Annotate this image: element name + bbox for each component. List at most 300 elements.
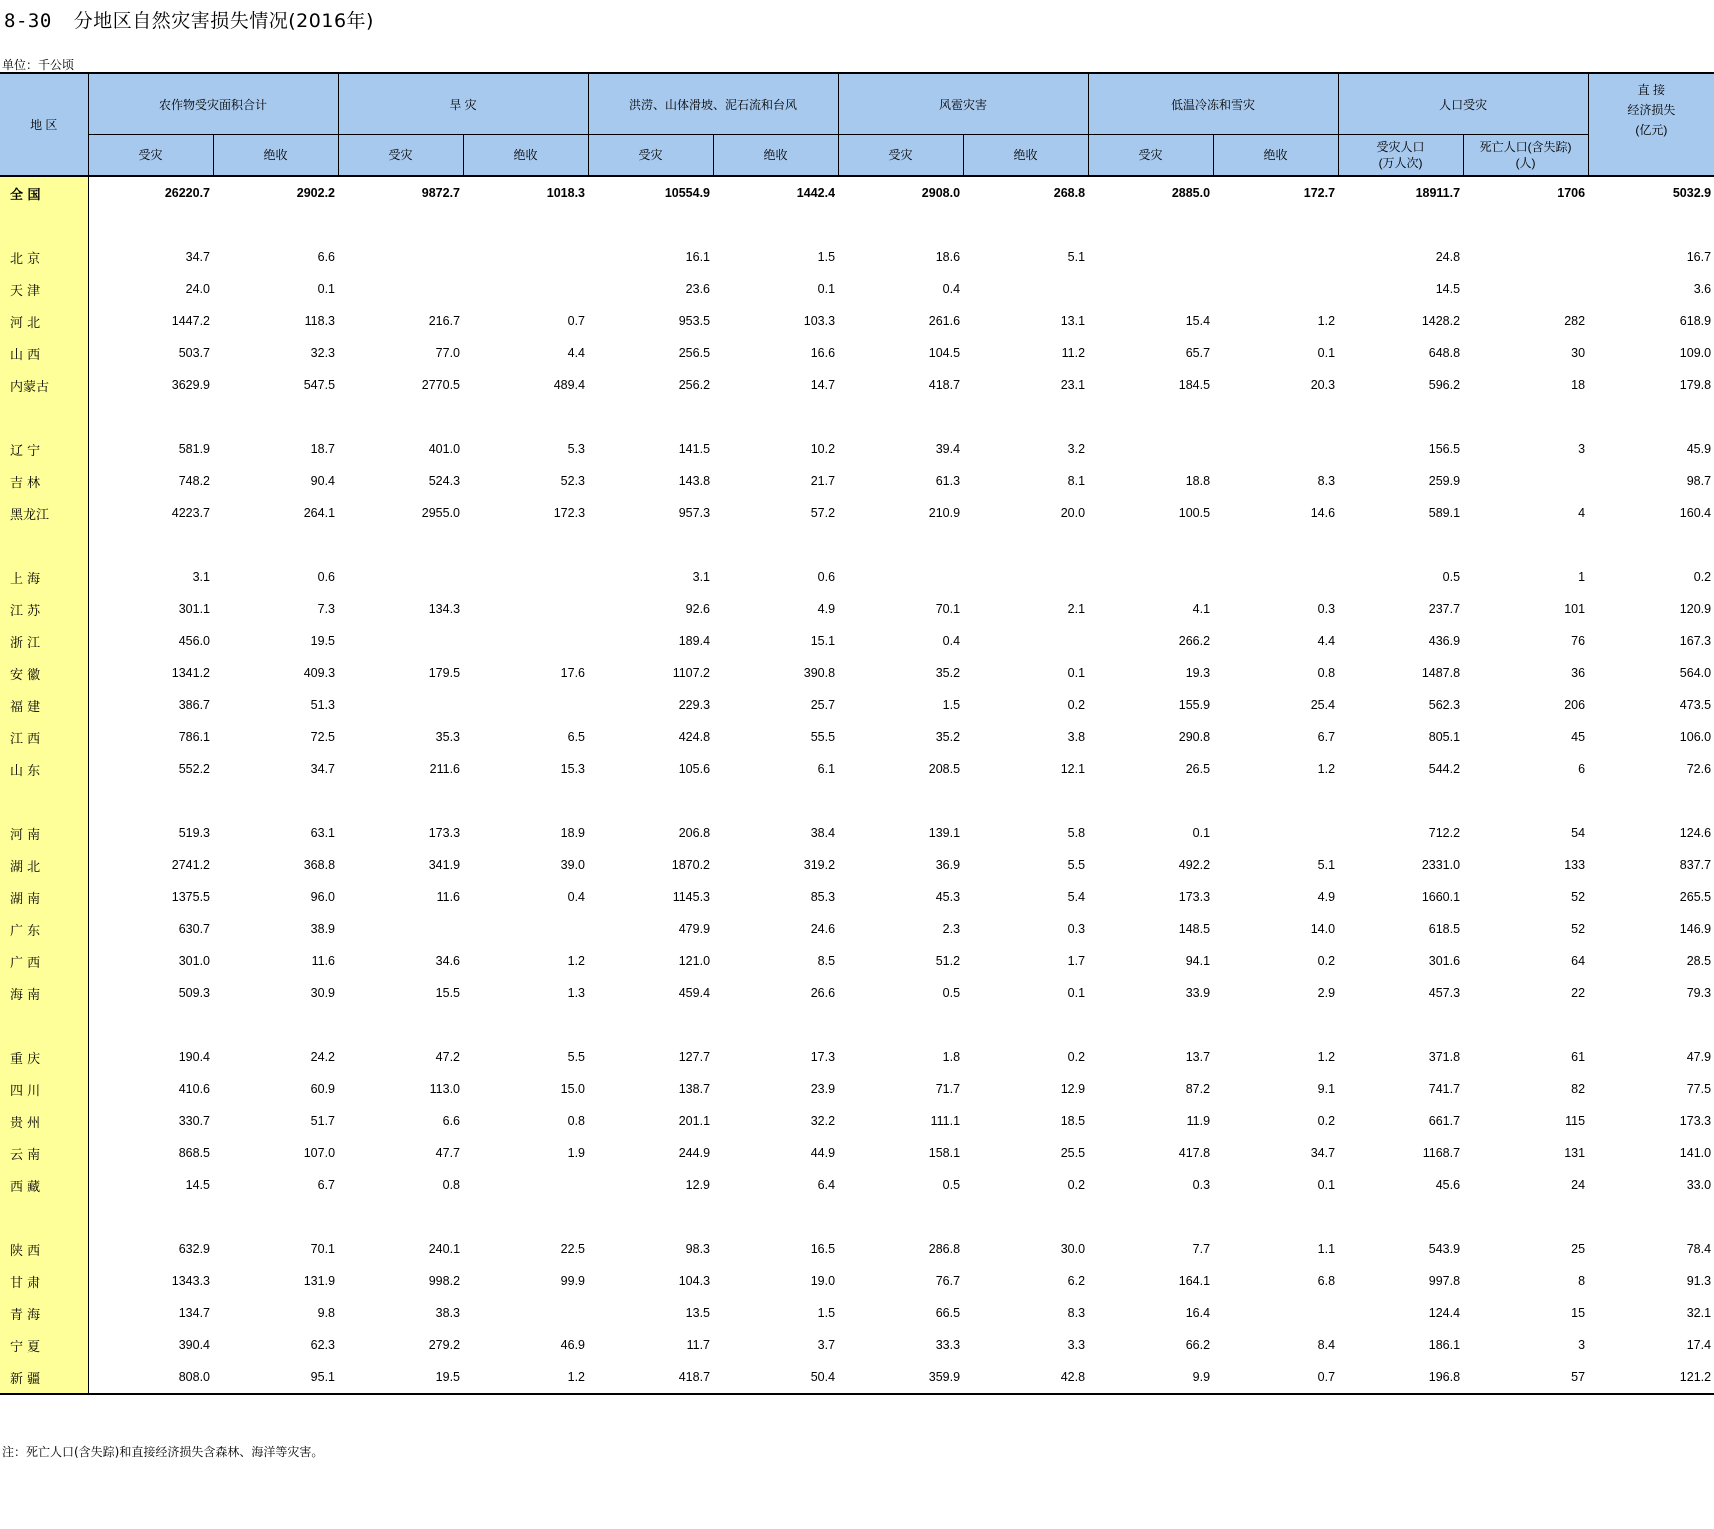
- table-row: [0, 881, 1714, 913]
- data-cell: 91.3: [1686, 1274, 1712, 1288]
- region-name: 全 国: [0, 176, 88, 209]
- data-cell: 3.7: [817, 1338, 836, 1352]
- data-cell: 104.5: [928, 346, 961, 360]
- data-cell: 0.2: [1317, 1114, 1336, 1128]
- data-cell: 115: [1565, 1114, 1586, 1128]
- data-cell: [1213, 241, 1338, 273]
- data-cell: 11.6: [436, 890, 461, 904]
- region-name: 上 海: [0, 561, 88, 593]
- data-cell: 164.1: [1178, 1274, 1211, 1288]
- data-cell: 1145.3: [672, 890, 711, 904]
- data-cell: 25.4: [1310, 698, 1336, 712]
- data-cell: [463, 1169, 588, 1201]
- data-cell: 286.8: [928, 1242, 961, 1256]
- table-row: [0, 497, 1714, 529]
- table-row: [0, 625, 1714, 657]
- data-cell: 196.8: [1338, 1361, 1463, 1394]
- data-cell: 6.6: [442, 1114, 461, 1128]
- table-row: [0, 369, 1714, 401]
- region-name: 陕 西: [0, 1233, 88, 1265]
- data-cell: 0.1: [317, 282, 336, 296]
- region-name: 湖 南: [0, 881, 88, 913]
- data-cell: 3: [1578, 442, 1586, 456]
- sub-header-lost: 绝收: [713, 135, 838, 177]
- data-cell: 90.4: [310, 474, 336, 488]
- data-cell: [1088, 561, 1213, 593]
- data-cell: [338, 625, 463, 657]
- data-cell: 9.9: [1088, 1361, 1213, 1394]
- data-cell: 4.4: [1317, 634, 1336, 648]
- data-cell: 0.2: [1067, 1050, 1086, 1064]
- data-cell: 6.2: [1067, 1274, 1086, 1288]
- region-name: 吉 林: [0, 465, 88, 497]
- data-cell: 8.1: [1067, 474, 1086, 488]
- unit-label: 单位：千公顷: [2, 58, 75, 72]
- region-name: 北 京: [0, 241, 88, 273]
- data-cell: 131: [1564, 1146, 1586, 1160]
- data-cell: 13.5: [685, 1306, 711, 1320]
- data-cell: 630.7: [178, 922, 210, 936]
- region-name: 山 西: [0, 337, 88, 369]
- data-cell: 96.0: [310, 890, 336, 904]
- data-cell: 30.0: [1060, 1242, 1086, 1256]
- data-cell: 23.9: [810, 1082, 836, 1096]
- table-row: [0, 337, 1714, 369]
- data-cell: 1341.2: [171, 666, 210, 680]
- data-cell: [963, 561, 1088, 593]
- data-cell: 18.9: [560, 826, 586, 840]
- data-cell: 1168.7: [1422, 1146, 1461, 1160]
- data-cell: 519.3: [178, 826, 210, 840]
- data-cell: 0.2: [1067, 698, 1086, 712]
- disaster-loss-table: [0, 72, 1714, 1395]
- data-cell: 1.2: [567, 954, 586, 968]
- data-cell: 6.6: [317, 250, 336, 264]
- data-cell: 9.8: [317, 1306, 336, 1320]
- data-cell: 26220.7: [164, 186, 210, 200]
- data-cell: 172.3: [553, 506, 586, 520]
- data-cell: 173.3: [428, 826, 461, 840]
- data-cell: 77.5: [1686, 1082, 1712, 1096]
- data-cell: 3629.9: [171, 378, 210, 392]
- data-cell: 953.5: [678, 314, 711, 328]
- data-cell: 18: [1571, 378, 1586, 392]
- data-cell: 60.9: [310, 1082, 336, 1096]
- data-cell: 268.8: [1053, 186, 1086, 200]
- data-cell: 16.4: [1185, 1306, 1211, 1320]
- header-direct-loss-line3: (亿元): [1635, 123, 1668, 137]
- data-cell: 14.5: [1435, 282, 1461, 296]
- data-cell: 0.5: [942, 986, 961, 1000]
- data-cell: 70.1: [310, 1242, 336, 1256]
- data-cell: 121.2: [1588, 1361, 1714, 1394]
- data-cell: 8.4: [1317, 1338, 1336, 1352]
- data-cell: 45.3: [935, 890, 961, 904]
- region-name: 黑龙江: [0, 497, 88, 529]
- data-cell: 503.7: [178, 346, 210, 360]
- data-cell: 156.5: [1428, 442, 1461, 456]
- data-cell: 28.5: [1686, 954, 1712, 968]
- data-cell: 216.7: [428, 314, 461, 328]
- data-cell: 386.7: [178, 698, 210, 712]
- data-cell: 837.7: [1679, 858, 1712, 872]
- sub-header-lost: 绝收: [1213, 135, 1338, 177]
- data-cell: 0.4: [942, 282, 961, 296]
- table-row: [0, 977, 1714, 1009]
- data-cell: 79.3: [1686, 986, 1712, 1000]
- data-cell: 562.3: [1428, 698, 1461, 712]
- data-cell: 1343.3: [171, 1274, 210, 1288]
- data-cell: 1442.4: [796, 186, 836, 200]
- data-cell: 24.0: [185, 282, 210, 296]
- data-cell: 5.5: [567, 1050, 586, 1064]
- data-cell: 0.5: [942, 1178, 961, 1192]
- data-cell: 106.0: [1679, 730, 1712, 744]
- data-cell: 2908.0: [921, 186, 961, 200]
- data-cell: 72.5: [310, 730, 336, 744]
- data-cell: 51.2: [935, 954, 961, 968]
- data-cell: 401.0: [428, 442, 461, 456]
- data-cell: 103.3: [803, 314, 836, 328]
- data-cell: 2.1: [1067, 602, 1086, 616]
- deaths-line2: (人): [1515, 156, 1536, 170]
- data-cell: 3.2: [1067, 442, 1086, 456]
- data-cell: 1487.8: [1421, 666, 1461, 680]
- region-name: 新 疆: [0, 1361, 88, 1394]
- region-name: 辽 宁: [0, 433, 88, 465]
- data-cell: [1213, 273, 1338, 305]
- data-cell: 23.6: [685, 282, 711, 296]
- data-cell: 301.1: [178, 602, 210, 616]
- data-cell: 19.3: [1185, 666, 1211, 680]
- data-cell: 1.5: [817, 1306, 836, 1320]
- table-row: [0, 1073, 1714, 1105]
- data-cell: 524.3: [428, 474, 461, 488]
- data-cell: 456.0: [178, 634, 210, 648]
- data-cell: 2.9: [1317, 986, 1336, 1000]
- data-cell: 390.4: [178, 1338, 210, 1352]
- data-cell: 15: [1571, 1306, 1586, 1320]
- table-row: [0, 241, 1714, 273]
- data-cell: [1213, 561, 1338, 593]
- data-cell: 66.2: [1185, 1338, 1211, 1352]
- data-cell: 319.2: [803, 858, 836, 872]
- data-cell: 11.2: [1061, 346, 1086, 360]
- data-cell: 21.7: [810, 474, 836, 488]
- data-cell: 25: [1571, 1242, 1586, 1256]
- data-cell: 424.8: [678, 730, 711, 744]
- region-name: 西 藏: [0, 1169, 88, 1201]
- data-cell: 0.7: [567, 314, 586, 328]
- region-name: 贵 州: [0, 1105, 88, 1137]
- region-name: 广 西: [0, 945, 88, 977]
- data-cell: 390.8: [803, 666, 836, 680]
- data-cell: 492.2: [1178, 858, 1211, 872]
- data-cell: 786.1: [178, 730, 210, 744]
- data-cell: 240.1: [428, 1242, 461, 1256]
- data-cell: 6.7: [317, 1178, 336, 1192]
- data-cell: 10.2: [810, 442, 836, 456]
- data-cell: 35.2: [935, 666, 961, 680]
- data-cell: 208.5: [928, 762, 961, 776]
- table-row: [0, 945, 1714, 977]
- total-row: [0, 176, 1714, 209]
- data-cell: 261.6: [928, 314, 961, 328]
- sub-header-affected: 受灾: [338, 135, 463, 177]
- data-cell: 479.9: [678, 922, 711, 936]
- data-cell: 3.3: [1067, 1338, 1086, 1352]
- data-cell: 618.9: [1679, 314, 1712, 328]
- data-cell: 473.5: [1679, 698, 1712, 712]
- data-cell: 24.8: [1435, 250, 1461, 264]
- data-cell: 206: [1564, 698, 1586, 712]
- data-cell: 11.6: [311, 954, 336, 968]
- header-direct-loss-line1: 直 接: [1637, 83, 1665, 97]
- region-name: 宁 夏: [0, 1329, 88, 1361]
- data-cell: 4.1: [1192, 602, 1211, 616]
- data-cell: 100.5: [1178, 506, 1211, 520]
- data-cell: 16.1: [685, 250, 711, 264]
- data-cell: 3.1: [692, 570, 711, 584]
- data-cell: [463, 561, 588, 593]
- table-row: [0, 849, 1714, 881]
- header-flood: 洪涝、山体滑坡、泥石流和台风: [588, 73, 838, 135]
- data-cell: 158.1: [928, 1146, 961, 1160]
- data-cell: 748.2: [178, 474, 210, 488]
- data-cell: 1660.1: [1421, 890, 1461, 904]
- data-cell: 581.9: [178, 442, 210, 456]
- data-cell: 50.4: [713, 1361, 838, 1394]
- data-cell: 19.0: [810, 1274, 836, 1288]
- data-cell: [1463, 465, 1588, 497]
- data-cell: 72.6: [1686, 762, 1712, 776]
- data-cell: 1.1: [1317, 1242, 1336, 1256]
- data-cell: 39.4: [935, 442, 961, 456]
- table-row: [0, 1105, 1714, 1137]
- data-cell: 87.2: [1185, 1082, 1211, 1096]
- data-cell: 1375.5: [171, 890, 210, 904]
- table-row: [0, 689, 1714, 721]
- data-cell: 417.8: [1178, 1146, 1211, 1160]
- data-cell: [838, 561, 963, 593]
- data-cell: 4.4: [567, 346, 586, 360]
- data-cell: 0.1: [1317, 346, 1336, 360]
- data-cell: [338, 241, 463, 273]
- data-cell: 210.9: [928, 506, 961, 520]
- data-cell: 146.9: [1679, 922, 1712, 936]
- data-cell: 111.1: [930, 1114, 961, 1128]
- data-cell: 19.5: [310, 634, 336, 648]
- region-name: 天 津: [0, 273, 88, 305]
- data-cell: 3: [1578, 1338, 1586, 1352]
- table-body: [0, 176, 1714, 1394]
- data-cell: 544.2: [1428, 762, 1461, 776]
- data-cell: 1107.2: [672, 666, 711, 680]
- data-cell: 0.6: [317, 570, 336, 584]
- table-row: [0, 753, 1714, 785]
- table-row: [0, 913, 1714, 945]
- data-cell: 45.6: [1435, 1178, 1461, 1192]
- data-cell: 127.7: [678, 1050, 711, 1064]
- data-cell: 70.1: [935, 602, 961, 616]
- data-cell: 418.7: [588, 1361, 713, 1394]
- region-name: 云 南: [0, 1137, 88, 1169]
- data-cell: 1.2: [1317, 762, 1336, 776]
- data-cell: 34.7: [185, 250, 210, 264]
- region-name: 湖 北: [0, 849, 88, 881]
- data-cell: 868.5: [178, 1146, 210, 1160]
- header-hail: 风雹灾害: [838, 73, 1088, 135]
- data-cell: 0.3: [1192, 1178, 1211, 1192]
- data-cell: 0.8: [442, 1178, 461, 1192]
- data-cell: 4.9: [1317, 890, 1336, 904]
- data-cell: [463, 273, 588, 305]
- data-cell: 38.9: [310, 922, 336, 936]
- data-cell: 124.6: [1679, 826, 1712, 840]
- data-cell: 237.7: [1428, 602, 1461, 616]
- sub-header-affected: 受灾: [588, 135, 713, 177]
- data-cell: 24.2: [310, 1050, 336, 1064]
- data-cell: 808.0: [88, 1361, 213, 1394]
- data-cell: 190.4: [178, 1050, 210, 1064]
- data-cell: [963, 625, 1088, 657]
- data-cell: 12.9: [685, 1178, 711, 1192]
- data-cell: 18911.7: [1415, 186, 1461, 200]
- data-cell: 107.0: [303, 1146, 336, 1160]
- data-cell: 266.2: [1178, 634, 1211, 648]
- data-cell: 26.6: [810, 986, 836, 1000]
- data-cell: 22: [1571, 986, 1586, 1000]
- data-cell: [463, 625, 588, 657]
- data-cell: 18.5: [1060, 1114, 1086, 1128]
- data-cell: 371.8: [1428, 1050, 1461, 1064]
- data-cell: 8.3: [1317, 474, 1336, 488]
- header-frost: 低温冷冻和雪灾: [1088, 73, 1338, 135]
- data-cell: [463, 913, 588, 945]
- table-row: [0, 1297, 1714, 1329]
- data-cell: 134.7: [178, 1306, 210, 1320]
- data-cell: 35.3: [435, 730, 461, 744]
- data-cell: 211.6: [429, 762, 461, 776]
- table-row: [0, 305, 1714, 337]
- data-cell: 1428.2: [1421, 314, 1461, 328]
- data-cell: 229.3: [678, 698, 711, 712]
- data-cell: [338, 273, 463, 305]
- header-drought: 旱 灾: [338, 73, 588, 135]
- data-cell: 18.6: [935, 250, 961, 264]
- data-cell: 71.7: [935, 1082, 961, 1096]
- data-cell: 201.1: [678, 1114, 711, 1128]
- sub-header-affected: 受灾: [88, 135, 213, 177]
- region-name: 福 建: [0, 689, 88, 721]
- spacer-row: [0, 209, 1714, 241]
- data-cell: 57.2: [810, 506, 836, 520]
- data-cell: 61.3: [935, 474, 961, 488]
- data-cell: 1.2: [1317, 314, 1336, 328]
- data-cell: 11.7: [686, 1338, 711, 1352]
- data-cell: 8: [1578, 1274, 1586, 1288]
- data-cell: 57: [1463, 1361, 1588, 1394]
- data-cell: 118.3: [304, 314, 336, 328]
- data-cell: 2885.0: [1171, 186, 1211, 200]
- data-cell: 5.3: [567, 442, 586, 456]
- data-cell: 186.1: [1428, 1338, 1461, 1352]
- data-cell: 32.2: [810, 1114, 836, 1128]
- spacer-row: [0, 785, 1714, 817]
- data-cell: 38.4: [810, 826, 836, 840]
- data-cell: 997.8: [1428, 1274, 1461, 1288]
- data-cell: 1.5: [942, 698, 961, 712]
- data-cell: 957.3: [678, 506, 711, 520]
- data-cell: 1.2: [463, 1361, 588, 1394]
- data-cell: 6: [1578, 762, 1586, 776]
- data-cell: 134.3: [428, 602, 461, 616]
- data-cell: 20.0: [1060, 506, 1086, 520]
- data-cell: 1018.3: [546, 186, 586, 200]
- spacer-row: [0, 1009, 1714, 1041]
- data-cell: 0.1: [1317, 1178, 1336, 1192]
- table-row: [0, 657, 1714, 689]
- data-cell: 0.1: [1067, 666, 1086, 680]
- data-cell: [1088, 241, 1213, 273]
- region-name: 河 北: [0, 305, 88, 337]
- data-cell: 4: [1578, 506, 1586, 520]
- data-cell: 10554.9: [664, 186, 711, 200]
- data-cell: 279.2: [428, 1338, 461, 1352]
- data-cell: 330.7: [178, 1114, 210, 1128]
- data-cell: 3.6: [1693, 282, 1712, 296]
- data-cell: 290.8: [1178, 730, 1211, 744]
- data-cell: 0.8: [1317, 666, 1336, 680]
- data-cell: 2770.5: [421, 378, 461, 392]
- data-cell: 113.0: [429, 1082, 461, 1096]
- data-cell: 15.4: [1185, 314, 1211, 328]
- data-cell: 543.9: [1428, 1242, 1461, 1256]
- data-cell: 109.0: [1679, 346, 1712, 360]
- data-cell: [1088, 433, 1213, 465]
- data-cell: 5032.9: [1672, 186, 1712, 200]
- data-cell: [463, 1297, 588, 1329]
- sub-header-affected-population: [1338, 135, 1463, 177]
- data-cell: 52.3: [560, 474, 586, 488]
- data-cell: 16.7: [1686, 250, 1712, 264]
- data-cell: 0.4: [567, 890, 586, 904]
- data-cell: 0.3: [1317, 602, 1336, 616]
- data-cell: 13.7: [1185, 1050, 1211, 1064]
- data-cell: 589.1: [1428, 506, 1461, 520]
- data-cell: [338, 913, 463, 945]
- data-cell: 547.5: [303, 378, 336, 392]
- data-cell: [963, 273, 1088, 305]
- data-cell: 301.6: [1428, 954, 1461, 968]
- sub-header-lost: 绝收: [963, 135, 1088, 177]
- data-cell: 4223.7: [171, 506, 210, 520]
- header-crop-total: 农作物受灾面积合计: [88, 73, 338, 135]
- data-cell: 206.8: [678, 826, 711, 840]
- data-cell: 14.0: [1310, 922, 1336, 936]
- data-cell: 167.3: [1679, 634, 1712, 648]
- data-cell: 256.2: [678, 378, 711, 392]
- data-cell: 54: [1571, 826, 1586, 840]
- data-cell: 143.8: [678, 474, 711, 488]
- data-cell: 45: [1571, 730, 1586, 744]
- data-cell: 133: [1564, 858, 1586, 872]
- data-cell: 301.0: [178, 954, 210, 968]
- data-cell: 256.5: [678, 346, 711, 360]
- data-cell: 1.7: [1067, 954, 1086, 968]
- region-name: 内蒙古: [0, 369, 88, 401]
- data-cell: 2741.2: [171, 858, 210, 872]
